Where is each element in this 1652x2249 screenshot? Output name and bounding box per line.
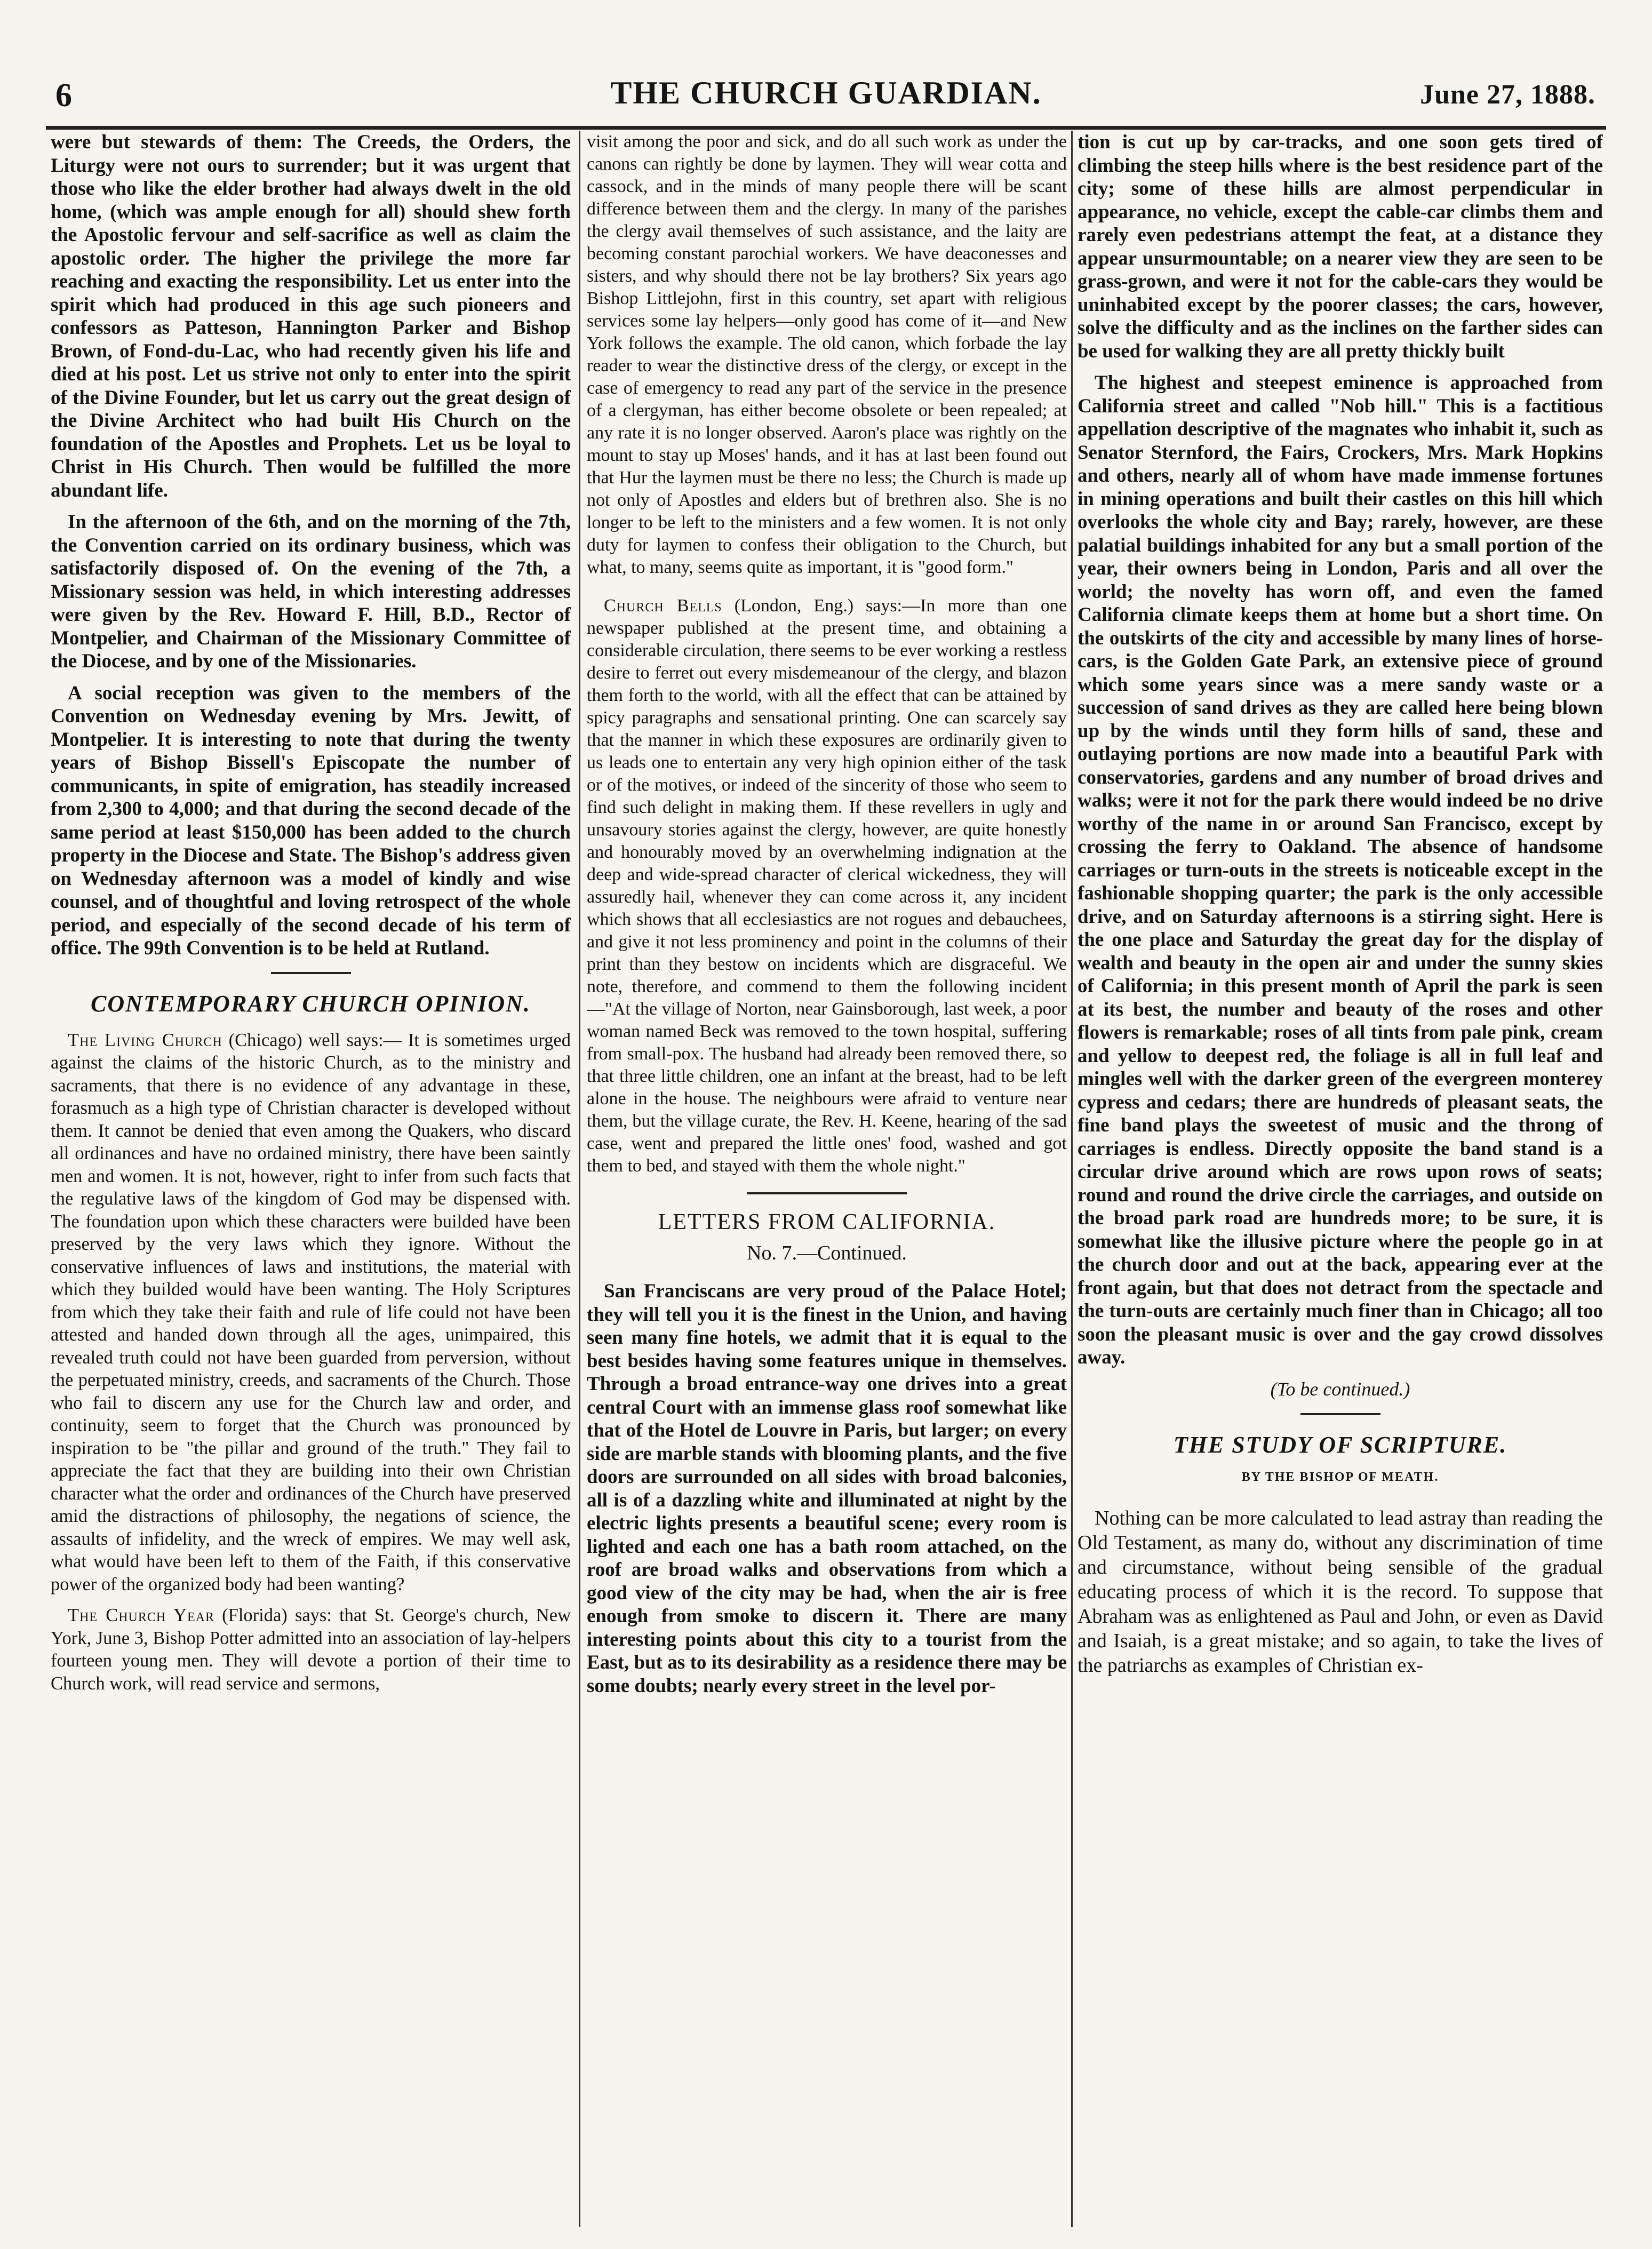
letters-continued [1078, 131, 1603, 1369]
paragraph: Nothing can be more calculated to lead astray than reading the Old Testament, as many do, without any discrimination of time and circumstance, without being sensible of the gradual educating process of which it is the record. To suppose that Abraham was as enlightened as Paul and John, or even as David and Isaiah, is a great mistake; and so again, to take the lives of the patriarchs as examples of Christian ex- [1078, 1506, 1603, 1677]
issue-date: June 27, 1888. [1420, 79, 1595, 110]
section-divider [1300, 1413, 1380, 1415]
page-number: 6 [55, 77, 72, 114]
source-name: Church Bells [604, 596, 722, 616]
section-title: THE STUDY OF SCRIPTURE. [1173, 1431, 1507, 1458]
paragraph: tion is cut up by car-tracks, and one soon gets tired of climbing the steep hills where is the best residence part of the city; some of these hills are almost perpendicular in appearance, no vehicle, except the cable-car climbs them and rarely even pedestrians attempt the feat, at a distance they appear unsurmountable; on a nearer view they are seen to be grass-grown, and were it not for the cable-cars they would be uninhabited except by the poorer classes; the cars, however, solve the difficulty and as the inclines on the farther sides can be used for walking they are all pretty thickly built [1078, 131, 1603, 362]
section-divider [271, 972, 351, 974]
paragraph-body: (Florida) says: that St. George's church, New York, June 3, Bishop Potter admitted into an association of lay-helpers fourteen young men. They will devote a portion of their time to Church work, will read service and sermons, [51, 1605, 571, 1694]
column-1 [51, 131, 571, 2227]
letters-from-california [587, 1280, 1067, 1697]
paragraph: The highest and steepest eminence is approached from California street and called "Nob hill." This is a factitious appellation descriptive of the magnates who inhabit it, such as Senator Sternford, the Fairs, Crockers, Mrs. Mark Hopkins and others, nearly all of whom have made immense fortunes in mining operations and built their castles on this hill which overlooks the whole city and Bay; rarely, however, are these palatial buildings inhabited for any but a small portion of the year, their owners being in London, Paris and all over the world; the novelty has worn off, and even the famed California climate keeps them at home but a short time. On the outskirts of the city and accessible by many lines of horse-cars, is the Golden Gate Park, an extensive piece of ground which some years since was a mere sandy waste or a succession of sand drives as they are called here being blown up by the winds until they form hills of sand, these and outlaying portions are now made into a beautiful Park with conservatories, gardens and any number of broad drives and walks; were it not for the park there would indeed be no drive worthy of the name in or around San Francisco, except by crossing the ferry to Oakland. The absence of handsome carriages or turn-outs in the streets is noticeable except in the fashionable shopping quarter; the park is the only accessible drive, and on Saturday afternoons is a stirring sight. Here is the one place and Saturday the great day for the display of wealth and beauty in the open air and under the sunny skies of California; in this present month of April the park is seen at its best, the number and beauty of the roses and other flowers is remarkable; roses of all tints from pale pink, cream and yellow to deepest red, the foliage is all in full leaf and mingles well with the darker green of the evergreen monterey cypress and cedars; there are hundreds of pleasant seats, the fine band plays the sweetest of music and the throng of carriages is endless. Directly opposite the band stand is a circular drive around which are rows upon rows of seats; round and round the drive circle the carriages, and outside on the broad park road are hundreds more; to be sure, it is somewhat like the illusive picture where the people go in at the church door and out at the back, appearing ever at the front again, but that does not detract from the spectacle and the turn-outs are certainly much finer than in Chicago; all too soon the pleasant music is over and the gay crowd dissolves away. [1078, 372, 1603, 1368]
paragraph [51, 1029, 571, 1596]
opinion-continued [587, 131, 1067, 1177]
section-title: LETTERS FROM CALIFORNIA. [658, 1210, 996, 1234]
page-header [46, 62, 1606, 130]
column-2 [587, 131, 1067, 2227]
column-3 [1078, 131, 1603, 2227]
column-divider [579, 131, 580, 2227]
study-of-scripture [1078, 1506, 1603, 1678]
paragraph [587, 595, 1067, 1177]
paragraph-body: (Chicago) well says:— It is sometimes urged against the claims of the historic Church, as to the ministry and sacraments, that there is no evidence of any advantage in these, forasmuch as a high type of Christian character is developed without them. It cannot be denied that even among the Quakers, who discard all ordinances and have no ordained ministry, there have been saintly men and women. It is not, however, right to infer from such facts that the regulative laws of the kingdom of God may be dispensed with. The foundation upon which these characters were builded have been preserved by the very laws which they ignore. Without the conservative influences of laws and institutions, the material with which they builded would have been wanting. The Holy Scriptures from which they take their faith and rule of life could not have been attested and handed down through all the ages, unimpaired, this revealed truth could not have been guarded from perversion, without the perpetuated ministry, creeds, and sacraments of the Church. Those who fail to discern any use for the Church law and order, and continuity, seem to forget that the Church was pronounced by inspiration to be "the pillar and ground of the truth." They fail to appreciate the fact that they are building into their own Christian character what the order and ordinances of the Church have preserved amid the distractions of philosophy, the negations of science, the assaults of infidelity, and the wreck of empires. We may well ask, what would have been left to them of the Faith, if this conservative power of the organized body had been wanting? [51, 1030, 571, 1594]
convention-report [51, 131, 571, 960]
source-name: The Living Church [68, 1030, 222, 1050]
masthead-title: THE CHURCH GUARDIAN. [610, 75, 1042, 110]
paragraph: visit among the poor and sick, and do all such work as under the canons can rightly be done by laymen. They will wear cotta and cassock, and in the minds of many people there will be scant difference between them and the clergy. In many of the parishes the clergy avail themselves of such assistance, and the laity are becoming constant parochial workers. We have deaconesses and sisters, and why should there not be lay brothers? Six years ago Bishop Littlejohn, first in this country, set apart with religious services some lay helpers—only good has come of it—and New York follows the example. The old canon, which forbade the lay reader to wear the distinctive dress of the clergy, or except in the case of emergency to read any part of the service in the presence of a clergyman, has either become obsolete or been repealed; at any rate it is no longer observed. Aaron's place was rightly on the mount to stay up Moses' hands, and it has at last been found out that Hur the laymen must be there no less; the Church is made up not only of Apostles and elders but of brethren also. She is no longer to be left to the ministers and a few women. It is not only duty for laymen to confess their obligation to the Church, but what, to many, seems quite as important, it is "good form." [587, 132, 1067, 577]
paragraph: A social reception was given to the members of the Convention on Wednesday evening by Mrs. Jewitt, of Montpelier. It is interesting to note that during the twenty years of Bishop Bissell's Episcopate the number of communicants, in spite of emigration, has steadily increased from 2,300 to 4,000; and that during the second decade of the same period at least $150,000 has been added to the church property in the Diocese and State. The Bishop's address given on Wednesday afternoon was a model of kindly and wise counsel, and of thoughtful and loving retrospect of the whole period, and especially of the second decade of his term of office. The 99th Convention is to be held at Rutland. [51, 682, 571, 959]
section-subtitle: No. 7.—Continued. [747, 1242, 907, 1264]
section-divider [747, 1192, 907, 1194]
to-be-continued: (To be continued.) [1270, 1378, 1410, 1400]
paragraph: were but stewards of them: The Creeds, the Orders, the Liturgy were not ours to surrender; but it was urgent that those who like the elder brother had always dwelt in the old home, (which was ample enough for all) should shew forth the Apostolic fervour and self-sacrifice as well as claim the apostolic order. The higher the privilege the more far reaching and exacting the responsibility. Let us enter into the spirit which had produced in this age such pioneers and confessors as Patteson, Hannington Parker and Bishop Brown, of Fond-du-Lac, who had recently given his life and died at his post. Let us strive not only to enter into the spirit of the Divine Founder, but let us carry out the great design of the Divine Architect who had built His Church on the foundation of the Apostles and Prophets. Let us be loyal to Christ in His Church. Then would be fulfilled the more abundant life. [51, 131, 571, 501]
paragraph: In the afternoon of the 6th, and on the morning of the 7th, the Convention carried on its ordinary business, which was satisfactorily disposed of. On the evening of the 7th, a Missionary session was held, in which interesting addresses were given by the Rev. Howard F. Hill, B.D., Rector of Montpelier, and Chairman of the Missionary Committee of the Diocese, and by one of the Missionaries. [51, 511, 571, 672]
byline: BY THE BISHOP OF MEATH. [1241, 1470, 1439, 1484]
paragraph [51, 1604, 571, 1695]
paragraph-body: (London, Eng.) says:—In more than one newspaper published at the present time, and obtaining a considerable circulation, there seems to be ever working a restless desire to ferret out every misdemeanour of the clergy, and blazon them forth to the world, with all the effect that can be attained by spicy paragraphs and sensational printing. One can scarcely say that the manner in which these exposures are ordinarily given to us leads one to entertain any very high opinion either of the task or of the motives, or indeed of the sincerity of those who seem to find such delight in making them. If these revellers in ugly and unsavoury stories against the clergy, however, are quite honestly and honourably moved by an overwhelming indignation at the deep and wide-spread character of clerical wickedness, they will assuredly hail, whenever they can come across it, any incident which shows that all ecclesiastics are not rogues and debauchees, and give it not less prominency and point in the columns of their print than they bestow on incidents which are disgraceful. We note, therefore, and commend to them the following incident—"At the village of Norton, near Gainsborough, last week, a poor woman named Beck was removed to the town hospital, suffering from small-pox. The husband had already been removed there, so that three little children, one an infant at the breast, had to be left alone in the house. The neighbours were afraid to venture near them, but the village curate, the Rev. H. Keene, hearing of the sad case, went and prepared the little ones' food, washed and got them to bed, and stayed with them the whole night." [587, 596, 1067, 1176]
paragraph: San Franciscans are very proud of the Palace Hotel; they will tell you it is the finest in the Union, and having seen many fine hotels, we admit that it is equal to the best besides having some features unique in themselves. Through a broad entrance-way one drives into a great central Court with an immense glass roof somewhat like that of the Hotel de Louvre in Paris, but larger; on every side are marble stands with blooming plants, and the five doors are surrounded on all sides with broad balconies, all is of a dazzling white and illuminated at night by the electric lights presents a beautiful scene; every room is lighted and each one has a bath room attached, on the roof are broad walks and observations from which a good view of the city may be had, when the air is free enough from smoke to discern it. There are many interesting points about this city to a tourist from the East, but as to its desirability as a residence there may be some doubts; nearly every street in the level por- [587, 1280, 1067, 1697]
column-divider [1071, 131, 1073, 2227]
section-title: CONTEMPORARY CHURCH OPINION. [91, 990, 531, 1017]
source-name: The Church Year [68, 1605, 215, 1625]
opinion-section [51, 1029, 571, 1695]
